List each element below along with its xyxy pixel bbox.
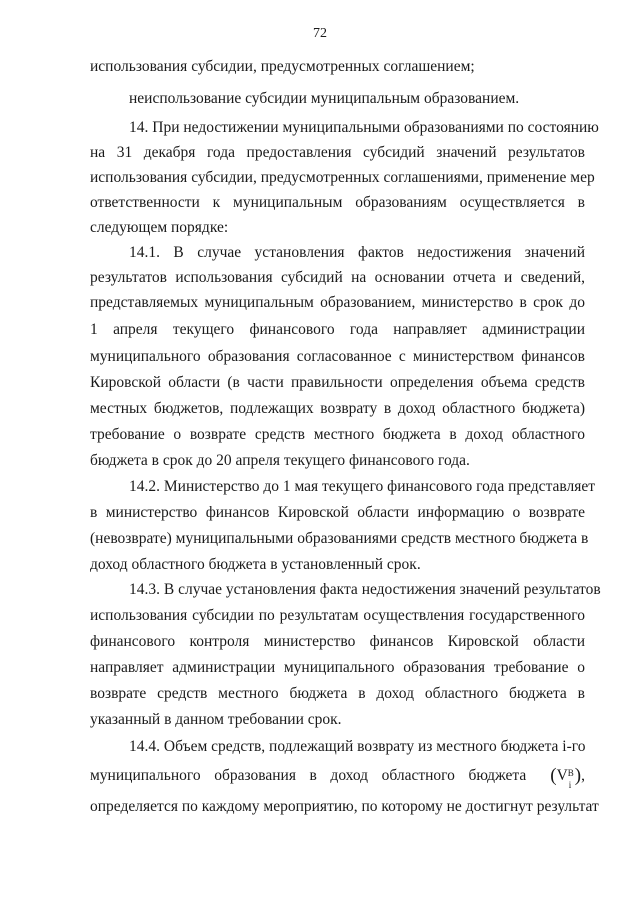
text-line: неиспользование субсидии муниципальным образованием. bbox=[129, 90, 520, 107]
formula-open-paren: ( bbox=[550, 765, 557, 786]
text-line: представляемых муниципальным образованием, министерство в срок до bbox=[90, 294, 585, 311]
text-line: на 31 декабря года предоставления субсидий значений результатов bbox=[90, 144, 585, 161]
formula-close-paren: ) bbox=[574, 765, 582, 786]
text-line: 1 апреля текущего финансового года направляет администрации bbox=[90, 321, 585, 338]
text-line: муниципального образования согласованное с министерством финансов bbox=[90, 348, 585, 365]
formula-base: V bbox=[556, 767, 568, 784]
text-line: 14.2. Министерство до 1 мая текущего финансового года представляет bbox=[129, 478, 596, 495]
text-line: направляет администрации муниципального образования требование о bbox=[90, 659, 585, 676]
text-line: использования субсидии по результатам осуществления государственного bbox=[90, 607, 585, 624]
page-number: 72 bbox=[313, 26, 327, 41]
text-line: (невозврате) муниципальными образованиями средств местного бюджета в bbox=[90, 530, 589, 547]
text-line: 14.4. Объем средств, подлежащий возврату из местного бюджета i-го bbox=[129, 738, 586, 755]
text-line: Кировской области (в части правильности определения объема средств bbox=[90, 374, 585, 391]
text-line-fragment: муниципального образования в доход областного бюджета bbox=[90, 767, 527, 784]
text-line: указанный в данном требовании срок. bbox=[90, 711, 342, 728]
text-line: требование о возврате средств местного бюджета в доход областного bbox=[90, 426, 585, 443]
text-line: финансового контроля министерство финансов Кировской области bbox=[90, 633, 585, 650]
text-line: 14.3. В случае установления факта недостижения значений результатов bbox=[129, 581, 601, 598]
formula-comma: , bbox=[581, 767, 585, 784]
text-line: 14. При недостижении муниципальными образованиями по состоянию bbox=[129, 119, 599, 136]
text-line: определяется по каждому мероприятию, по которому не достигнут результат bbox=[90, 798, 599, 815]
volume-formula bbox=[550, 765, 585, 790]
text-line: ответственности к муниципальным образованиям осуществляется в bbox=[90, 194, 585, 211]
text-line-with-formula bbox=[90, 765, 585, 790]
text-line: бюджета в срок до 20 апреля текущего финансового года. bbox=[90, 452, 470, 469]
text-line: результатов использования субсидий на основании отчета и сведений, bbox=[90, 269, 585, 286]
formula-subscript: i bbox=[568, 780, 572, 790]
formula-superscript: В bbox=[567, 768, 574, 778]
text-line: следующем порядке: bbox=[90, 219, 229, 236]
text-line: возврате средств местного бюджета в доход областного бюджета в bbox=[90, 685, 585, 702]
text-line: использования субсидии, предусмотренных соглашениями, применение мер bbox=[90, 169, 595, 186]
text-line: использования субсидии, предусмотренных соглашением; bbox=[90, 58, 475, 75]
text-line: 14.1. В случае установления фактов недостижения значений bbox=[129, 244, 585, 261]
text-line: в министерство финансов Кировской области информацию о возврате bbox=[90, 504, 585, 521]
text-line: местных бюджетов, подлежащих возврату в доход областного бюджета) bbox=[90, 400, 585, 417]
text-line: доход областного бюджета в установленный срок. bbox=[90, 556, 421, 573]
